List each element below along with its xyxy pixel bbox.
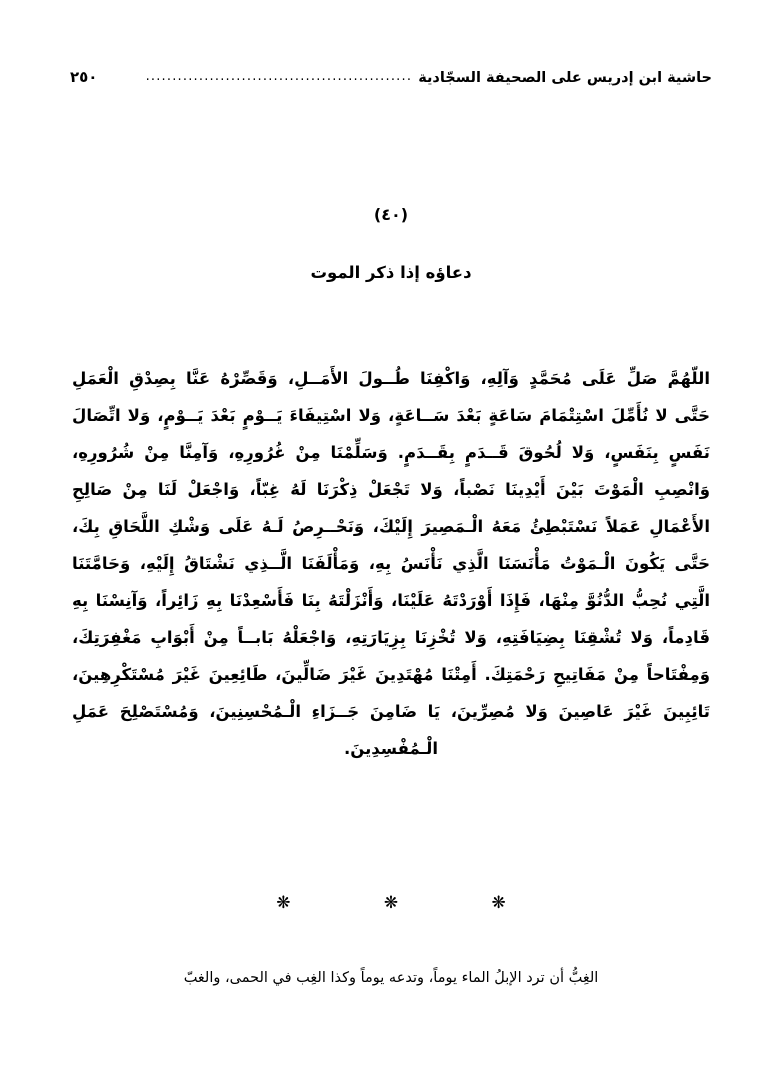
page-number: ٢٥٠ [70,68,98,86]
footnote-text: الغِبُّ أن ترد الإبلُ الماء يوماً، وتدعه يوماً وكذا الغِب في الحمى، والغبّ [183,970,599,986]
section-number: (٤٠) [373,205,409,224]
body-paragraph: اللّهُمَّ صَلِّ عَلَى مُحَمَّدٍ وَآلِهِ، وَاكْفِنَا طُــولَ الأَمَــلِ، وَقَصِّرْهُ عَنَّا بِصِدْقِ الْعَمَلِ حَتَّى لا نُأَمِّلَ اسْتِتْمَامَ سَاعَةٍ بَعْدَ سَــاعَةٍ، وَلا اسْتِيفَاءَ يَــوْمٍ بَعْدَ يَــوْمٍ، وَلا اتِّصَالَ نَفَسٍ بِنَفَسٍ، وَلا لُحُوقَ قَــدَمٍ بِقَــدَمٍ. وَسَلِّمْنَا مِنْ غُرُورِهِ، وَآمِنَّا مِنْ شُرُورِهِ، وَانْصِبِ الْمَوْتَ بَيْنَ أَيْدِينَا نَصْباً، وَلا تَجْعَلْ ذِكْرَنَا لَهُ غِبّاً، وَاجْعَلْ لَنَا مِنْ صَالِحِ الأَعْمَالِ عَمَلاً نَسْتَبْطِئُ مَعَهُ الْـمَصِيرَ إِلَيْكَ، وَنَحْــرِصُ لَـهُ عَلَى وَشْكِ اللَّحَاقِ بِكَ، حَتَّى يَكُونَ الْـمَوْتُ مَأْنَسَنَا الَّذِي نَأْنَسُ بِهِ، وَمَأْلَفَنَا الَّــذِي نَشْتَاقُ إِلَيْهِ، وَحَامَّتَنَا الَّتِي نُحِبُّ الدُّنُوَّ مِنْهَا، فَإِذَا أَوْرَدْتَهُ عَلَيْنَا، وَأَنْزَلْتَهُ بِنَا فَأَسْعِدْنَا بِهِ زَائِراً، وَآنِسْنَا بِهِ قَادِماً، وَلا تُشْقِنَا بِضِيَافَتِهِ، وَلا تُخْزِنَا بِزِيَارَتِهِ، وَاجْعَلْهُ بَابــاً مِنْ أَبْوَابِ مَغْفِرَتِكَ، وَمِفْتَاحاً مِنْ مَفَاتِيحِ رَحْمَتِكَ. أَمِتْنَا مُهْتَدِينَ غَيْرَ ضَالِّينَ، طَائِعِينَ غَيْرَ مُسْتَكْرِهِينَ، تَائِبِينَ غَيْرَ عَاصِينَ وَلا مُصِرِّينَ، يَا ضَامِنَ جَــزَاءِ الْـمُحْسِنِينَ، وَمُسْتَصْلِحَ عَمَلِ الْـمُفْسِدِينَ. [72,369,710,758]
page-header [70,68,712,86]
footnote-block [72,963,710,993]
section-title: دعاؤه إذا ذكر الموت [310,263,472,282]
asterisk-separator: ❋ ❋ ❋ [276,893,550,913]
header-dot-leader: .................................................. [145,69,413,84]
header-book-title: حاشية ابن إدريس على الصحيفة السجّادية [418,70,712,86]
supplication-body [72,360,710,767]
